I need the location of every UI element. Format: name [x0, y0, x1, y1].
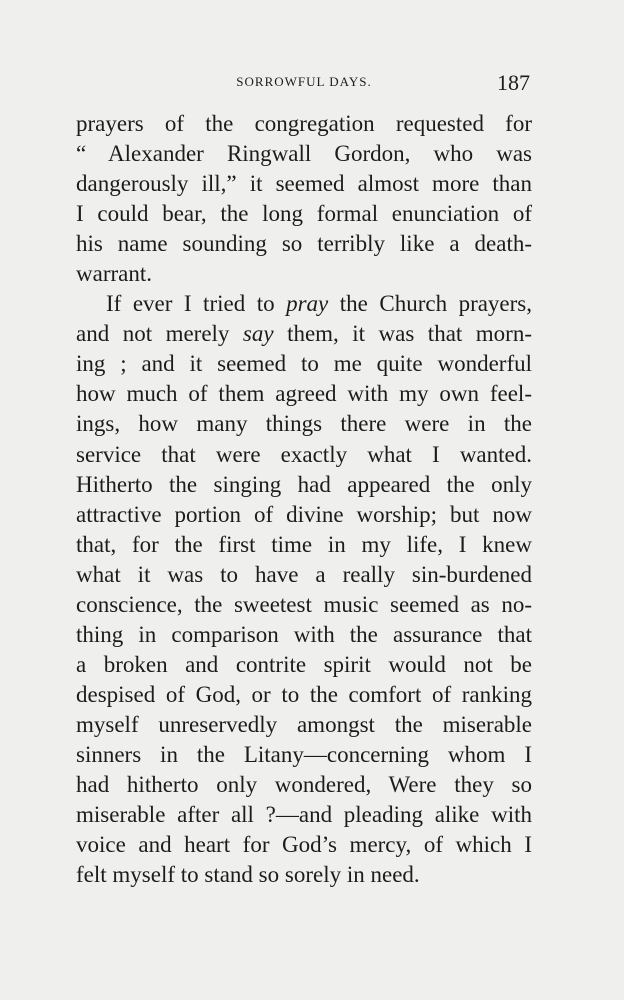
text-line: ing ; and it seemed to me quite wonderful	[76, 351, 532, 377]
text-line: warrant.	[76, 261, 152, 287]
text-line: attractive portion of divine worship; but now	[76, 501, 532, 527]
text-line	[76, 319, 532, 349]
text-line: his name sounding so terribly like a death-	[76, 231, 532, 257]
text-line: miserable after all ?—and pleading alike with	[76, 802, 532, 828]
text-line: “ Alexander Ringwall Gordon, who was	[76, 141, 532, 167]
text-line: a broken and contrite spirit would not be	[76, 651, 532, 677]
body-text	[76, 109, 532, 890]
text-line: how much of them agreed with my own feel-	[76, 381, 532, 407]
running-head	[76, 70, 532, 100]
text-line: ings, how many things there were in the	[76, 411, 532, 437]
running-title: SORROWFUL DAYS.	[236, 74, 372, 89]
text-segment: them, it was that morn-	[287, 321, 532, 347]
text-line: conscience, the sweetest music seemed as no-	[76, 591, 532, 617]
text-line: sinners in the Litany—concerning whom I	[76, 741, 532, 767]
text-segment: and not merely	[76, 321, 230, 347]
text-line: that, for the first time in my life, I knew	[76, 531, 532, 557]
text-segment: If ever I tried to	[106, 291, 275, 317]
text-line: I could bear, the long formal enunciation of	[76, 201, 532, 227]
text-line: voice and heart for God’s mercy, of which I	[76, 832, 532, 858]
text-line: felt myself to stand so sorely in need.	[76, 862, 420, 888]
emphasized-word: pray	[286, 291, 329, 317]
text-segment: the Church prayers,	[339, 291, 533, 317]
text-line: had hitherto only wondered, Were they so	[76, 772, 532, 798]
text-line: Hitherto the singing had appeared the only	[76, 471, 532, 497]
text-line: prayers of the congregation requested for	[76, 111, 532, 136]
page-number: 187	[497, 70, 530, 95]
text-line	[76, 289, 532, 319]
text-line: what it was to have a really sin-burdened	[76, 561, 532, 587]
emphasized-word: say	[242, 321, 274, 347]
text-line: service that were exactly what I wanted.	[76, 441, 532, 467]
text-line: dangerously ill,” it seemed almost more than	[76, 171, 532, 197]
text-line: myself unreservedly amongst the miserable	[76, 711, 532, 737]
text-line: despised of God, or to the comfort of ranking	[76, 681, 532, 707]
text-line: thing in comparison with the assurance that	[76, 621, 532, 647]
